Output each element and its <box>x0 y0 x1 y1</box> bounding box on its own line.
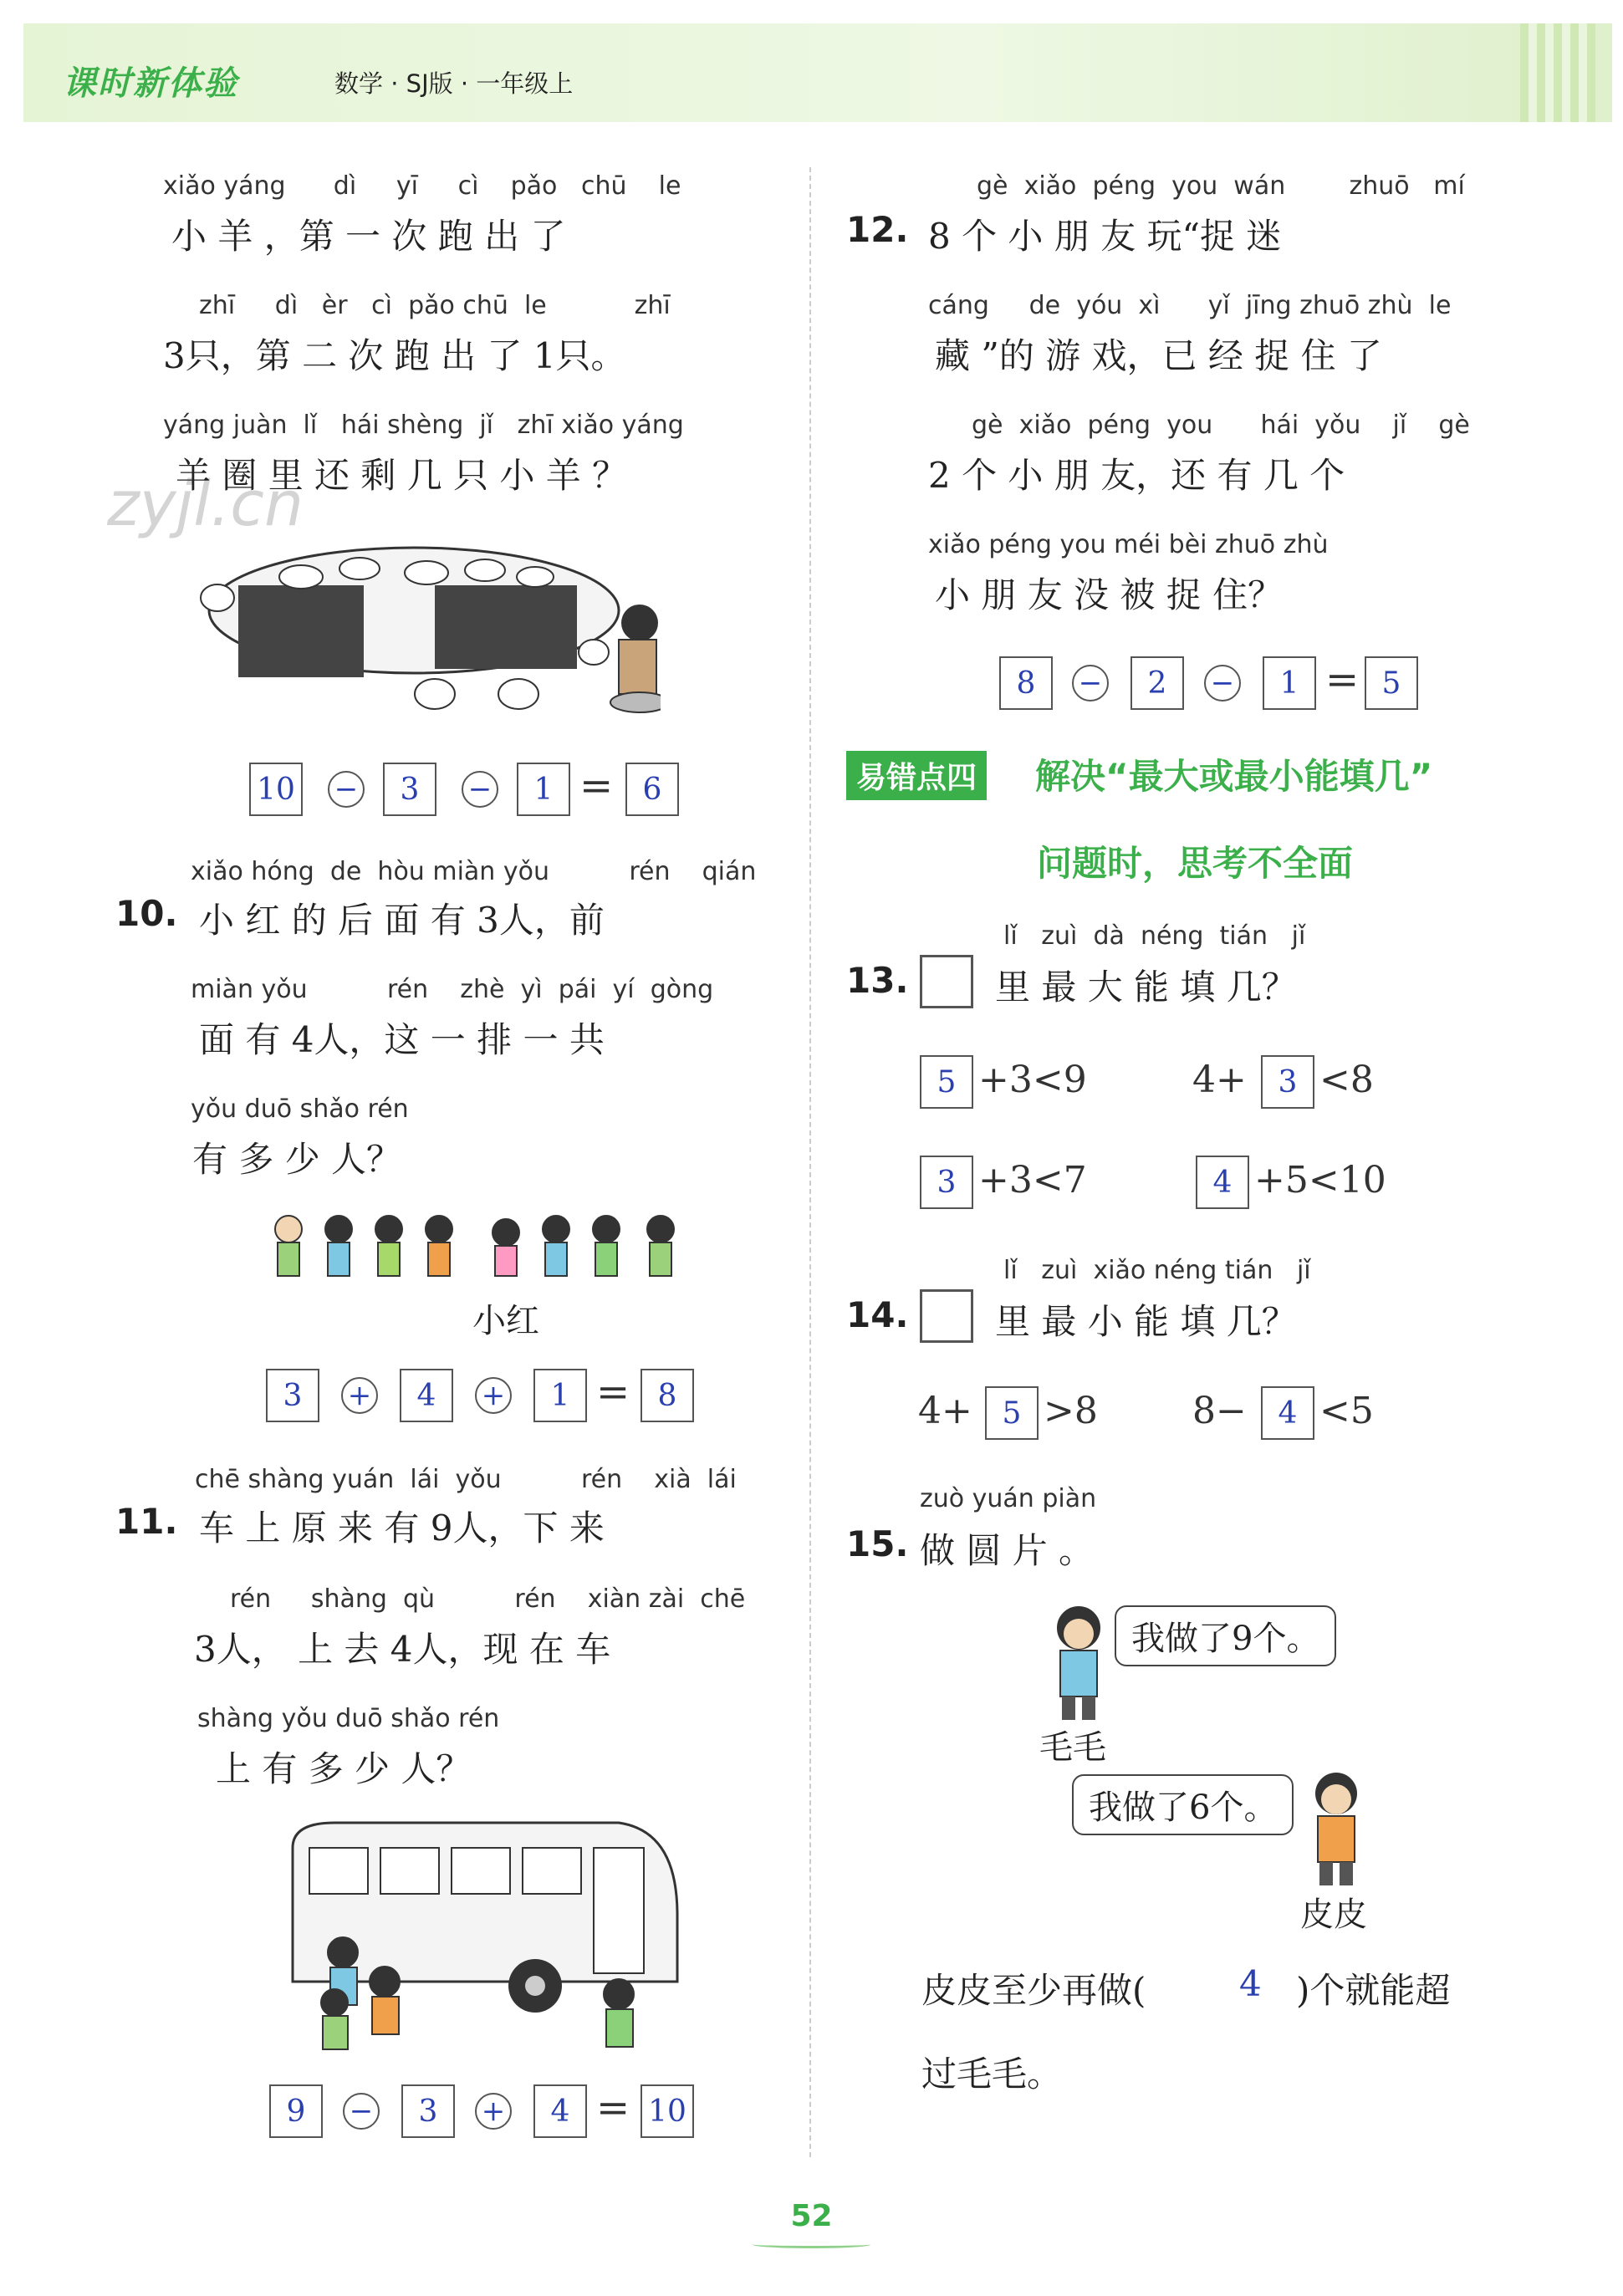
page-number: 52 <box>790 2199 833 2233</box>
q13-b-prefix: 4+ <box>1192 1059 1247 1101</box>
q12-pinyin-4: xiǎo péng you méi bèi zhuō zhù <box>928 530 1329 559</box>
q10-text-1: 小 红 的 后 面 有 3人，前 <box>199 900 605 941</box>
q13-number: 13. <box>846 960 909 1001</box>
q12-pinyin-1: gè xiǎo péng you wán zhuō mí <box>977 171 1465 201</box>
q9-pinyin-2: zhī dì èr cì pǎo chū le zhī <box>199 291 671 320</box>
q15-number: 15. <box>846 1523 909 1564</box>
q14-a-box: 5 <box>985 1386 1039 1440</box>
q9-pinyin-3: yáng juàn lǐ hái shèng jǐ zhī xiǎo yáng <box>163 411 684 440</box>
q10-eq-n1: 3 <box>266 1369 319 1422</box>
q12-eq-result: 5 <box>1365 656 1418 710</box>
q12-pinyin-3: gè xiǎo péng you hái yǒu jǐ gè <box>972 411 1470 440</box>
children-row-illustration <box>268 1211 686 1303</box>
q13-a-box: 5 <box>920 1055 973 1109</box>
q14-b-box: 4 <box>1261 1386 1314 1440</box>
watermark: zyjl.cn <box>107 468 304 540</box>
q11-eq-op2: + <box>475 2093 512 2130</box>
q10-eq-result: 8 <box>641 1369 694 1422</box>
q11-eq-n3: 4 <box>533 2084 587 2138</box>
q12-pinyin-2: cáng de yóu xì yǐ jīng zhuō zhù le <box>928 291 1452 320</box>
q11-pinyin-3: shàng yǒu duō shǎo rén <box>197 1704 500 1733</box>
mistake-point-title-1: 解决“最大或最小能填几” <box>1035 756 1433 797</box>
q15-answer-value: 4 <box>1239 1963 1262 2004</box>
q14-a-expr: >8 <box>1044 1390 1098 1432</box>
q9-eq-op2: − <box>462 771 498 808</box>
q13-d-box: 4 <box>1196 1156 1249 1209</box>
q11-eq-n2: 3 <box>401 2084 455 2138</box>
pipi-illustration <box>1294 1764 1378 1890</box>
q11-eq-equals: = <box>596 2084 630 2131</box>
q9-eq-n3: 1 <box>517 763 570 816</box>
q9-text-2: 3只，第 二 次 跑 出 了 1只。 <box>163 335 626 376</box>
q13-pinyin: lǐ zuì dà néng tián jǐ <box>1003 921 1306 951</box>
subject-label: 数学 · SJ版 · 一年级上 <box>334 69 574 98</box>
q11-pinyin-1: chē shàng yuán lái yǒu rén xià lái <box>195 1465 737 1494</box>
q11-pinyin-2: rén shàng qù rén xiàn zài chē <box>230 1584 746 1614</box>
q10-eq-op2: + <box>475 1377 512 1414</box>
pipi-speech-bubble: 我做了6个。 <box>1072 1774 1294 1835</box>
q10-pinyin-2: miàn yǒu rén zhè yì pái yí gòng <box>191 975 714 1004</box>
q13-b-expr: <8 <box>1319 1059 1374 1101</box>
mistake-point-tag: 易错点四 <box>846 751 987 800</box>
q10-pinyin-1: xiǎo hóng de hòu miàn yǒu rén qián <box>191 857 757 886</box>
q9-eq-n2: 3 <box>383 763 436 816</box>
bus-illustration <box>284 1814 686 2057</box>
q12-number: 12. <box>846 209 909 250</box>
q11-eq-op1: − <box>343 2093 380 2130</box>
q13-text: 里 最 大 能 填 几？ <box>995 967 1297 1008</box>
q9-eq-equals: = <box>579 763 614 809</box>
q10-eq-equals: = <box>596 1369 630 1416</box>
q12-eq-equals: = <box>1325 656 1360 703</box>
q13-c-expr: +3<7 <box>978 1159 1087 1202</box>
q10-number: 10. <box>115 893 178 934</box>
q14-pinyin: lǐ zuì xiǎo néng tián jǐ <box>1003 1256 1311 1285</box>
q12-eq-n3: 1 <box>1263 656 1316 710</box>
q12-text-3: 2 个 小 朋 友，还 有 几 个 <box>928 455 1345 496</box>
q15-pinyin: zuò yuán piàn <box>920 1484 1097 1513</box>
q15-answer-text-1: 皮皮至少再做( <box>921 1970 1146 2011</box>
q13-c-box: 3 <box>920 1156 973 1209</box>
q9-eq-n1: 10 <box>249 763 303 816</box>
page-number-underline <box>753 2241 870 2248</box>
q11-eq-result: 10 <box>641 2084 694 2138</box>
q14-blank-box <box>920 1289 973 1343</box>
q12-eq-op2: − <box>1204 665 1241 702</box>
column-divider <box>809 167 811 2157</box>
q11-text-2: 3人， 上 去 4人，现 在 车 <box>194 1629 611 1670</box>
q12-text-2: 藏 ”的 游 戏，已 经 捉 住 了 <box>935 335 1382 376</box>
q10-pinyin-3: yǒu duō shǎo rén <box>191 1094 409 1124</box>
q12-eq-n2: 2 <box>1130 656 1184 710</box>
q11-eq-n1: 9 <box>269 2084 323 2138</box>
q11-text-1: 车 上 原 来 有 9人，下 来 <box>199 1508 605 1549</box>
q9-eq-op1: − <box>328 771 365 808</box>
q15-answer-text-2: )个就能超 <box>1296 1970 1451 2011</box>
q14-b-expr: <5 <box>1319 1390 1374 1432</box>
q13-d-expr: +5<10 <box>1254 1159 1386 1202</box>
q14-text: 里 最 小 能 填 几？ <box>995 1301 1297 1342</box>
q10-eq-n3: 1 <box>533 1369 587 1422</box>
xiaohong-label: 小红 <box>472 1302 539 1340</box>
q13-blank-box <box>920 955 973 1008</box>
q15-text: 做 圆 片 。 <box>920 1530 1095 1571</box>
mistake-point-title-2: 问题时，思考不全面 <box>1037 843 1354 884</box>
q13-a-expr: +3<9 <box>978 1059 1087 1101</box>
maomao-speech-bubble: 我做了9个。 <box>1115 1605 1336 1666</box>
q10-text-3: 有 多 少 人？ <box>192 1139 402 1180</box>
q12-text-1: 8 个 小 朋 友 玩“捉 迷 <box>928 216 1282 257</box>
q14-b-prefix: 8− <box>1192 1390 1247 1432</box>
q14-number: 14. <box>846 1294 909 1335</box>
maomao-label: 毛毛 <box>1039 1728 1106 1767</box>
pipi-label: 皮皮 <box>1300 1895 1367 1934</box>
q13-b-box: 3 <box>1261 1055 1314 1109</box>
sheep-pen-illustration <box>184 527 661 727</box>
q12-eq-op1: − <box>1072 665 1109 702</box>
q12-eq-n1: 8 <box>999 656 1053 710</box>
q11-text-3: 上 有 多 少 人？ <box>216 1748 472 1789</box>
q9-text-1: 小 羊 ，第 一 次 跑 出 了 <box>171 216 566 257</box>
q11-number: 11. <box>115 1501 178 1542</box>
brand-title: 课时新体验 <box>63 64 238 103</box>
q12-text-4: 小 朋 友 没 被 捉 住？ <box>935 574 1284 615</box>
page-header <box>23 23 1612 122</box>
q9-text-3: 羊 圈 里 还 剩 几 只 小 羊 ？ <box>176 455 628 496</box>
header-stripes <box>1520 23 1595 122</box>
q15-answer-text-3: 过毛毛。 <box>921 2054 1063 2094</box>
q9-pinyin-1: xiǎo yáng dì yī cì pǎo chū le <box>163 171 681 201</box>
maomao-illustration <box>1037 1599 1120 1724</box>
q10-eq-op1: + <box>341 1377 378 1414</box>
q10-eq-n2: 4 <box>400 1369 453 1422</box>
q9-eq-result: 6 <box>625 763 679 816</box>
q10-text-2: 面 有 4人，这 一 排 一 共 <box>199 1019 605 1060</box>
q14-a-prefix: 4+ <box>918 1390 972 1432</box>
